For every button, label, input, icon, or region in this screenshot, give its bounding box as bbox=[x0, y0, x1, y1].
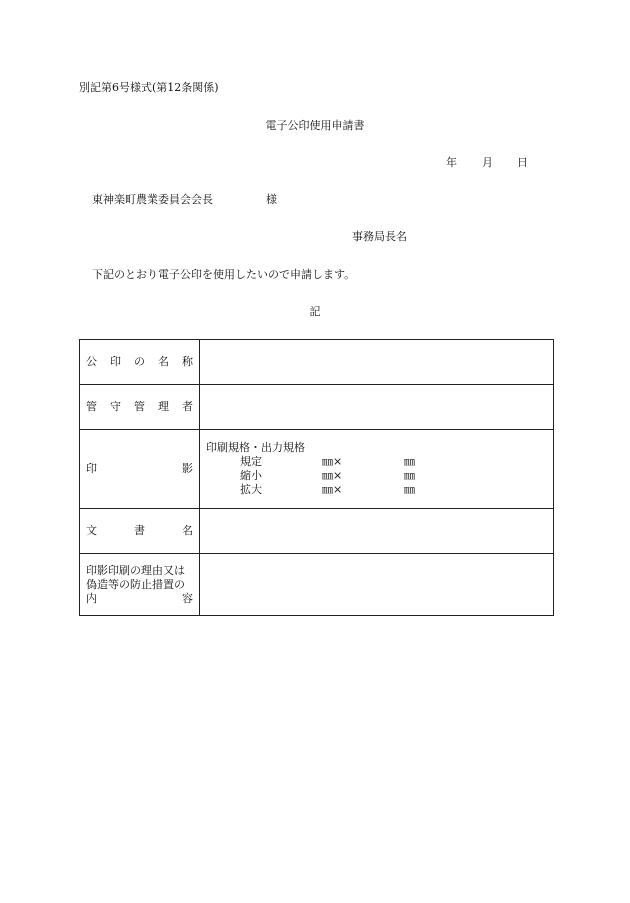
spec-unit-width: ㎜× bbox=[322, 455, 343, 468]
spec-row-reduce bbox=[206, 469, 547, 483]
row-label-seal-impression bbox=[80, 430, 200, 509]
date-month: 月 bbox=[482, 156, 493, 169]
print-spec-title: 印刷規格・出力規格 bbox=[206, 441, 305, 454]
spec-unit-width: ㎜× bbox=[322, 469, 343, 482]
spec-name: 縮小 bbox=[240, 469, 262, 482]
label-char: 理 bbox=[158, 400, 169, 413]
label-line: 印影印刷の理由又は bbox=[86, 563, 185, 577]
label-char: 名 bbox=[158, 355, 169, 368]
row-label-seal-name bbox=[80, 340, 200, 385]
value-cell-reason[interactable] bbox=[200, 554, 554, 616]
row-label-reason bbox=[80, 554, 200, 616]
spec-row-standard bbox=[206, 455, 547, 469]
intro-sentence: 下記のとおり電子公印を使用したいので申請します。 bbox=[92, 268, 356, 281]
date-day: 日 bbox=[517, 156, 528, 169]
value-cell-document-name[interactable] bbox=[200, 509, 554, 554]
addressee-honorific: 様 bbox=[266, 193, 277, 206]
label-char: 印 bbox=[110, 355, 121, 368]
value-cell-custodian[interactable] bbox=[200, 385, 554, 430]
table-row bbox=[80, 430, 554, 509]
application-table bbox=[79, 339, 554, 616]
label-char: 称 bbox=[182, 355, 193, 368]
value-cell-print-spec[interactable] bbox=[200, 430, 554, 509]
label-char: 文 bbox=[86, 524, 97, 537]
label-char: 印 bbox=[86, 462, 97, 475]
label-line: 偽造等の防止措置の bbox=[86, 577, 185, 591]
label-char: 管 bbox=[86, 400, 97, 413]
table-row bbox=[80, 385, 554, 430]
table-row bbox=[80, 554, 554, 616]
ki-heading: 記 bbox=[309, 305, 321, 318]
table-row bbox=[80, 340, 554, 385]
sender-title: 事務局長名 bbox=[352, 230, 407, 243]
label-char: 名 bbox=[182, 524, 193, 537]
label-char: 容 bbox=[182, 591, 193, 605]
label-char: 影 bbox=[182, 462, 193, 475]
spec-unit-width: ㎜× bbox=[322, 483, 343, 496]
spec-unit-height: ㎜ bbox=[404, 455, 415, 468]
label-char: 公 bbox=[86, 355, 97, 368]
spec-row-enlarge bbox=[206, 483, 547, 497]
row-label-custodian bbox=[80, 385, 200, 430]
spec-unit-height: ㎜ bbox=[404, 469, 415, 482]
spec-unit-height: ㎜ bbox=[404, 483, 415, 496]
label-char: 守 bbox=[110, 400, 121, 413]
document-title: 電子公印使用申請書 bbox=[265, 119, 365, 132]
label-char: 内 bbox=[86, 591, 97, 605]
spec-name: 拡大 bbox=[240, 483, 262, 496]
row-label-document-name bbox=[80, 509, 200, 554]
value-cell-seal-name[interactable] bbox=[200, 340, 554, 385]
addressee: 東神楽町農業委員会会長 bbox=[92, 193, 213, 206]
form-number-label: 別記第6号様式(第12条関係) bbox=[79, 81, 219, 94]
table-row bbox=[80, 509, 554, 554]
label-char: 書 bbox=[134, 524, 145, 537]
date-year: 年 bbox=[446, 156, 457, 169]
label-char: の bbox=[134, 355, 145, 368]
label-char: 管 bbox=[134, 400, 145, 413]
label-char: 者 bbox=[182, 400, 193, 413]
spec-name: 規定 bbox=[240, 455, 262, 468]
